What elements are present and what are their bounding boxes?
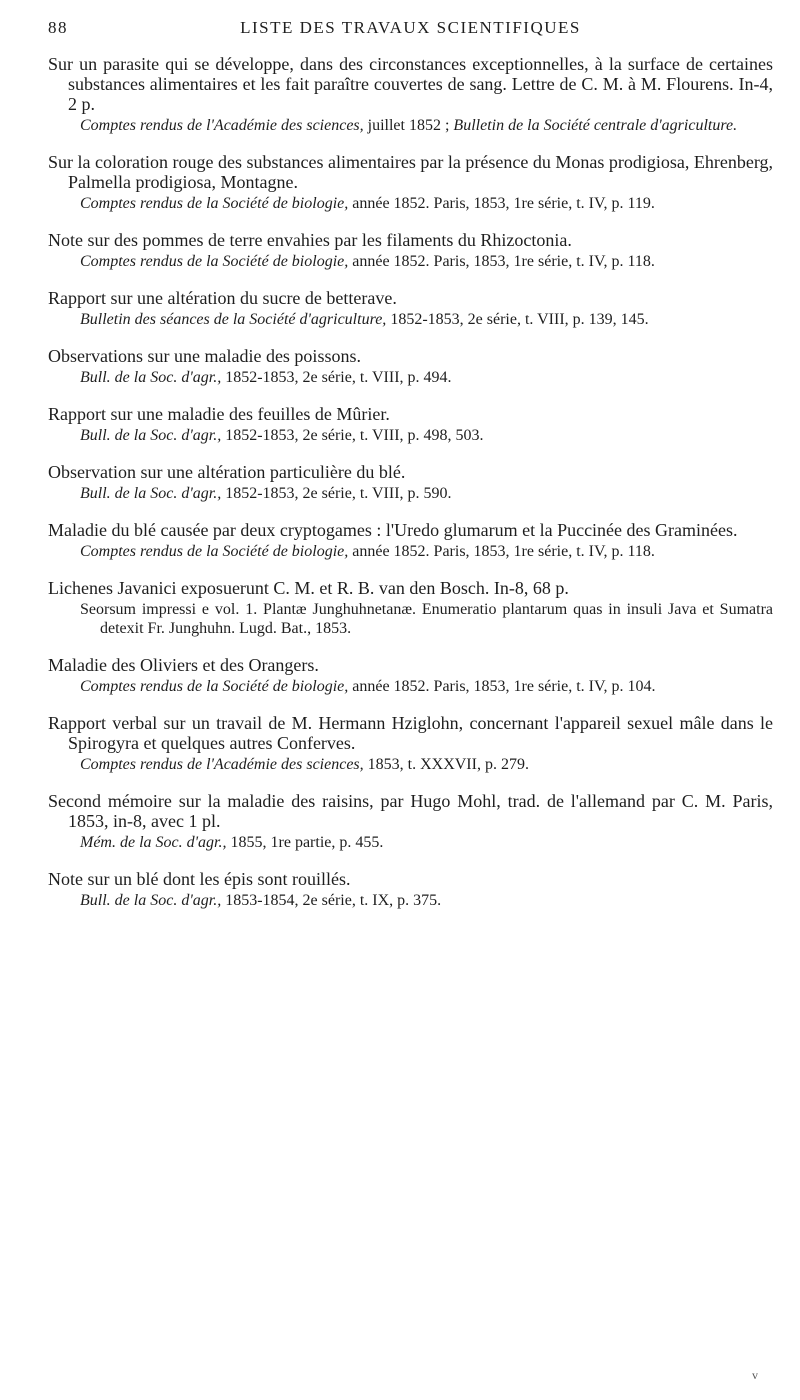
entry-reference bbox=[48, 542, 773, 561]
bibliography-list bbox=[48, 54, 773, 910]
entry-title: Sur la coloration rouge des substances alimentaires par la présence du Monas prodigiosa, Ehrenberg, Palmella prodigiosa, Montagne. bbox=[48, 152, 773, 192]
reference-source: Comptes rendus de l'Académie des sciences, bbox=[80, 756, 364, 773]
reference-details: 1852-1853, 2e série, t. VIII, p. 139, 145. bbox=[386, 311, 649, 328]
bibliography-entry bbox=[48, 230, 773, 271]
reference-source: Bull. de la Soc. d'agr., bbox=[80, 485, 222, 502]
entry-reference bbox=[48, 116, 773, 135]
reference-source: Bulletin des séances de la Société d'agriculture, bbox=[80, 311, 387, 328]
entry-reference bbox=[48, 426, 773, 445]
entry-title: Maladie du blé causée par deux cryptogames : l'Uredo glumarum et la Puccinée des Graminées. bbox=[48, 520, 738, 540]
bibliography-entry bbox=[48, 713, 773, 774]
reference-details: Seorsum impressi e vol. 1. Plantæ Junghuhnetanæ. Enumeratio plantarum quas in insuli Java et Sumatra detexit Fr. Junghuhn. Lugd. Bat., 1853. bbox=[80, 601, 773, 637]
reference-details: 1855, 1re partie, p. 455. bbox=[226, 834, 384, 851]
reference-details: 1853-1854, 2e série, t. IX, p. 375. bbox=[221, 892, 442, 909]
bibliography-entry bbox=[48, 578, 773, 638]
entry-reference bbox=[48, 833, 773, 852]
entry-title: Rapport sur une maladie des feuilles de Mûrier. bbox=[48, 404, 390, 424]
entry-reference bbox=[48, 194, 773, 213]
bibliography-entry bbox=[48, 655, 773, 696]
running-title: LISTE DES TRAVAUX SCIENTIFIQUES bbox=[240, 18, 581, 37]
reference-source: Bull. de la Soc. d'agr., bbox=[80, 369, 222, 386]
book-page bbox=[48, 18, 773, 1388]
entry-reference bbox=[48, 368, 773, 387]
reference-details: juillet 1852 ; bbox=[363, 117, 450, 134]
bibliography-entry bbox=[48, 869, 773, 910]
reference-details: année 1852. Paris, 1853, 1re série, t. IV, p. 118. bbox=[348, 253, 655, 270]
footer-mark: v bbox=[752, 1368, 758, 1382]
entry-title: Maladie des Oliviers et des Orangers. bbox=[48, 655, 319, 675]
bibliography-entry bbox=[48, 346, 773, 387]
entry-title: Second mémoire sur la maladie des raisins, par Hugo Mohl, trad. de l'allemand par C. M. Paris, 1853, in-8, avec 1 pl. bbox=[48, 791, 773, 831]
bibliography-entry bbox=[48, 152, 773, 213]
reference-details: année 1852. Paris, 1853, 1re série, t. IV, p. 118. bbox=[348, 543, 655, 560]
entry-title: Note sur un blé dont les épis sont rouillés. bbox=[48, 869, 351, 889]
bibliography-entry bbox=[48, 54, 773, 135]
bibliography-entry bbox=[48, 791, 773, 852]
reference-source: Comptes rendus de la Société de biologie, bbox=[80, 253, 349, 270]
entry-title: Sur un parasite qui se développe, dans des circonstances exceptionnelles, à la surface de certaines substances alimentaires et les fait paraître couvertes de sang. Lettre de C. M. à M. Flourens. In-4, 2 p. bbox=[48, 54, 773, 114]
page-number: 88 bbox=[48, 18, 68, 37]
entry-title: Observation sur une altération particulière du blé. bbox=[48, 462, 406, 482]
entry-reference bbox=[48, 755, 773, 774]
reference-details: 1852-1853, 2e série, t. VIII, p. 590. bbox=[221, 485, 452, 502]
entry-reference bbox=[48, 484, 773, 503]
reference-source: Bull. de la Soc. d'agr., bbox=[80, 427, 222, 444]
reference-source: Mém. de la Soc. d'agr., bbox=[80, 834, 227, 851]
page-header bbox=[48, 18, 773, 44]
reference-source: Bull. de la Soc. d'agr., bbox=[80, 892, 222, 909]
reference-source: Bulletin de la Société centrale d'agriculture. bbox=[449, 117, 738, 134]
reference-source: Comptes rendus de la Société de biologie, bbox=[80, 195, 349, 212]
reference-details: année 1852. Paris, 1853, 1re série, t. IV, p. 119. bbox=[348, 195, 655, 212]
entry-title: Observations sur une maladie des poissons. bbox=[48, 346, 361, 366]
bibliography-entry bbox=[48, 288, 773, 329]
bibliography-entry bbox=[48, 462, 773, 503]
bibliography-entry bbox=[48, 520, 773, 561]
reference-source: Comptes rendus de l'Académie des sciences, bbox=[80, 117, 364, 134]
entry-reference bbox=[48, 600, 773, 638]
entry-reference bbox=[48, 252, 773, 271]
entry-title: Rapport verbal sur un travail de M. Hermann Hziglohn, concernant l'appareil sexuel mâle dans le Spirogyra et quelques autres Conferves. bbox=[48, 713, 773, 753]
bibliography-entry bbox=[48, 404, 773, 445]
entry-title: Lichenes Javanici exposuerunt C. M. et R. B. van den Bosch. In-8, 68 p. bbox=[48, 578, 569, 598]
entry-reference bbox=[48, 677, 773, 696]
entry-title: Rapport sur une altération du sucre de betterave. bbox=[48, 288, 397, 308]
entry-reference bbox=[48, 891, 773, 910]
reference-details: année 1852. Paris, 1853, 1re série, t. IV, p. 104. bbox=[348, 678, 656, 695]
reference-source: Comptes rendus de la Société de biologie, bbox=[80, 543, 349, 560]
reference-details: 1853, t. XXXVII, p. 279. bbox=[363, 756, 529, 773]
reference-details: 1852-1853, 2e série, t. VIII, p. 498, 503. bbox=[221, 427, 484, 444]
reference-source: Comptes rendus de la Société de biologie, bbox=[80, 678, 349, 695]
reference-details: 1852-1853, 2e série, t. VIII, p. 494. bbox=[221, 369, 452, 386]
entry-reference bbox=[48, 310, 773, 329]
entry-title: Note sur des pommes de terre envahies par les filaments du Rhizoctonia. bbox=[48, 230, 572, 250]
